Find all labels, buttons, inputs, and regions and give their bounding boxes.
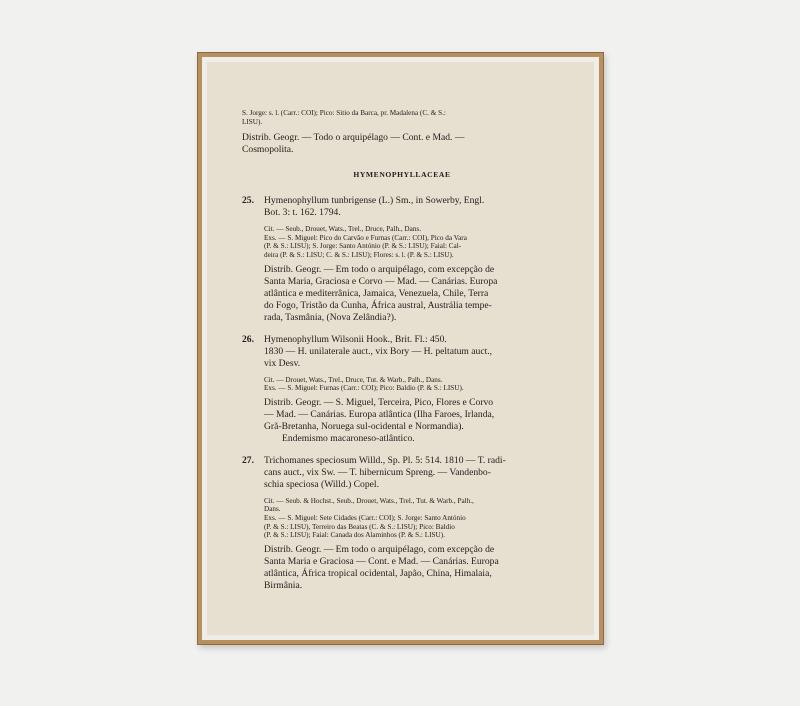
entry-cit: Cit. — Seub., Drouet, Wats., Trel., Druce, Palh., Dans. Exs. — S. Miguel: Pico do Carvão e Furnas (Carr.: COI), Pico da Vara (P. & S.: LISU); S. Jorge: Santo António (P. & S.: LISU); Faial: Cal- deira (P. & S.: LISU; C. & S.: LISU); Flores: s. l. (P. & S.: LISU).: [264, 225, 467, 259]
species-title: Hymenophyllum Wilsonii Hook., Brit. Fl.: 450.: [264, 333, 447, 345]
entry-number: 27.: [242, 454, 254, 466]
entry-25: [242, 195, 562, 323]
entry-27: [242, 455, 562, 592]
picture-frame: [197, 52, 604, 645]
entry-head: 25. Hymenophyllum tunbrigense (L.) Sm., in Sowerby, Engl. Bot. 3: t. 162. 1794.: [242, 195, 562, 219]
intro-sjorge: S. Jorge: s. l. (Carr.: COI); Pico: Sitio da Barca, pr. Madalena (C. & S.: LISU).: [242, 109, 446, 126]
entry-cit: Cit. — Drouet, Wats., Trel., Druce, Tut. & Warb., Palh., Dans. Exs. — S. Miguel: Furnas (Carr.: COI); Pico: Baldio (P. & S.: LISU).: [264, 375, 464, 393]
entry-26: [242, 334, 562, 445]
entry-distrib: Distrib. Geogr. — S. Miguel, Terceira, Pico, Flores e Corvo — Mad. — Canárias. Europa atlântica (Ilha Faroes, Irlanda, Grã-Bretanha, Noruega sul-ocidental e Normandia). Endemismo macaroneso-atlântico.: [264, 396, 495, 444]
entry-cit: Cit. — Seub. & Hochst., Seub., Drouet, Wats., Trel., Tut. & Warb., Palh., Dans. Exs. — S. Miguel: Sete Cidades (Carr.: COI); S. Jorge: Santo António (P. & S.: LISU), Terreiro das Beatas (C. & S.: LISU); Pico: Baldio (P. & S.: LISU); Faial: Canada dos Alaminhos (P. & S.: LISU).: [264, 496, 474, 540]
printed-page: [207, 62, 594, 635]
species-title: Trichomanes speciosum Willd., Sp. Pl. 5: 514. 1810 — T. radi-: [264, 454, 506, 466]
white-mat: [202, 57, 599, 640]
entry-distrib: Distrib. Geogr. — Em todo o arquipélago, com excepção de Santa Maria e Graciosa — Cont. e Mad. — Canárias. Europa atlântica, África tropical ocidental, Japão, China, Himalaia, Birmânia.: [264, 543, 499, 591]
entry-head: 27. Trichomanes speciosum Willd., Sp. Pl. 5: 514. 1810 — T. radi- cans auct., vix Sw. — T. hibernicum Spreng. — Vandenbo- schia speciosa (Willd.) Copel.: [242, 455, 562, 491]
entry-number: 25.: [242, 195, 254, 207]
intro-distrib: Distrib. Geogr. — Todo o arquipélago — Cont. e Mad. — Cosmopolita.: [242, 132, 465, 156]
family-heading: HYMENOPHYLLACEAE: [353, 170, 451, 180]
entry-number: 26.: [242, 333, 254, 345]
species-title: Hymenophyllum tunbrigense (L.) Sm., in Sowerby, Engl.: [264, 195, 485, 207]
entry-distrib: Distrib. Geogr. — Em todo o arquipélago, com excepção de Santa Maria, Graciosa e Corvo — Mad. — Canárias. Europa atlântica e mediterrânica, Jamaica, Venezuela, Chile, Terra do Fogo, Tristão da Cunha, África austral, Austrália tempe- rada, Tasmânia, (Nova Zelândia?).: [264, 263, 498, 323]
page-text: [242, 109, 562, 592]
entry-head: 26. Hymenophyllum Wilsonii Hook., Brit. Fl.: 450. 1830 — H. unilaterale auct., vix Bory — H. peltatum auct., vix Desv.: [242, 334, 562, 370]
